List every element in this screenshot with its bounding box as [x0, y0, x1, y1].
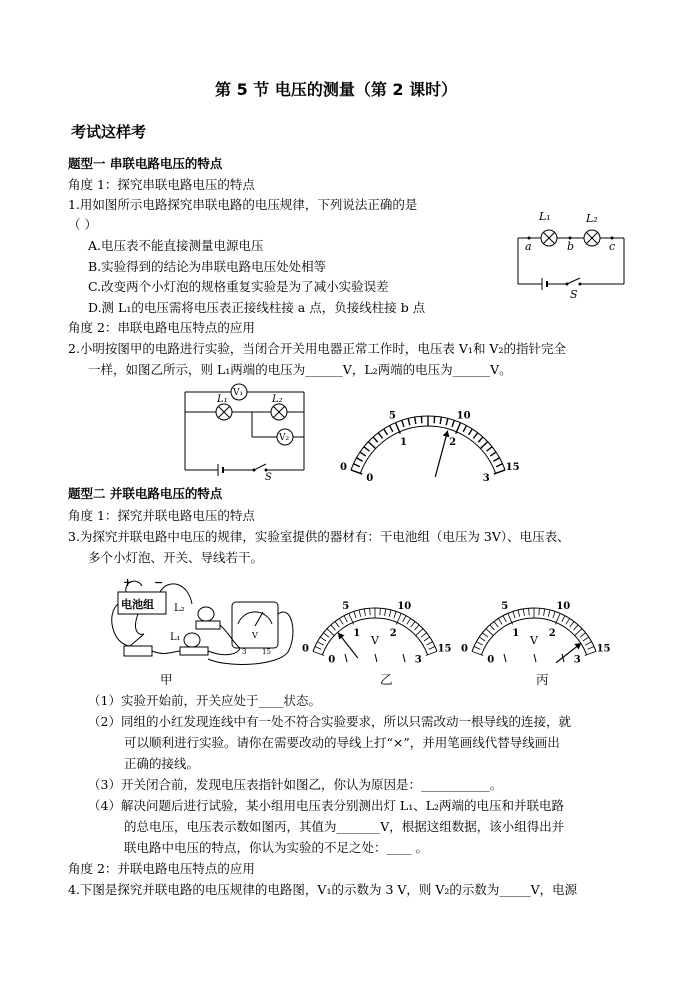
yi-dial-tick: [414, 625, 419, 630]
label-l1: L₁: [217, 394, 228, 405]
yi-dial-tick: [416, 629, 423, 636]
bing-dial-bottom-label: 3: [573, 654, 581, 666]
q2-dial-tick: [368, 442, 375, 449]
q2-dial-tick: [402, 420, 404, 427]
q2-dial-tick: [473, 433, 477, 439]
yi-dial-tick: [331, 625, 336, 630]
q3-sub2-line3: 正确的接线。: [124, 756, 200, 771]
q2-dial-tick: [468, 429, 472, 435]
yi-dial-tick: [335, 622, 339, 628]
bing-dial-tick: [562, 616, 565, 622]
type1-heading: 题型一 串联电路电压的特点: [68, 156, 223, 171]
q2-dial-tick: [364, 447, 369, 451]
bing-dial-tick: [553, 611, 555, 618]
q2-dial-tick: [493, 458, 499, 461]
bing-dial-top-label: 15: [596, 643, 611, 655]
caption-jia: 甲: [160, 672, 173, 687]
q2-dial-tick: [384, 429, 388, 435]
label-a: a: [525, 240, 532, 253]
yi-dial-tick: [424, 637, 430, 641]
q2-dial-tick: [360, 452, 366, 456]
switch-icon: [254, 464, 266, 470]
q2-dial-bottom-label: 3: [482, 472, 490, 484]
bing-dial-tick: [570, 622, 574, 628]
switch-icon: [567, 278, 580, 284]
yi-dial-unit-label: V: [371, 634, 379, 647]
bing-dial-tick: [482, 633, 487, 637]
bing-dial-bottom-label: 0: [487, 654, 495, 666]
q1-stem: 1.用如图所示电路探究串联电路的电压规律，下列说法正确的是: [68, 197, 418, 212]
bing-dial-tick: [490, 625, 495, 630]
type2-angle2: 角度 2：并联电路电压特点的应用: [68, 861, 255, 876]
yi-dial-bottom-label: 2: [389, 627, 397, 639]
yi-dial-tick: [354, 611, 356, 618]
bing-dial-tick: [588, 646, 594, 649]
caption-bing: 丙: [536, 672, 549, 687]
yi-dial-tick: [320, 637, 326, 641]
q2-voltmeter-dial: [339, 390, 520, 484]
q2-dial-tick: [421, 416, 422, 423]
yi-dial-bottom-label: 1: [353, 627, 361, 639]
q3-sub3: （3）开关闭合前，发现电压表指针如图乙，你认为原因是：___________。: [88, 777, 503, 792]
q3-dial-yi: [301, 576, 452, 668]
yi-dial-tick: [317, 642, 323, 645]
q2-line2: 一样，如图乙所示，则 L₁两端的电压为______V，L₂两端的电压为______V。: [88, 362, 512, 377]
q2-dial-top-label: 5: [388, 410, 396, 422]
yi-dial-tick: [385, 609, 386, 616]
q2-dial-tick: [408, 418, 410, 425]
type1-angle2: 角度 2：串联电路电压特点的应用: [68, 320, 255, 335]
q2-dial-bottom-label: 0: [366, 472, 374, 484]
terminal-stub: [345, 654, 347, 662]
q2-dial-bottom-label: 2: [449, 437, 457, 449]
bing-dial-tick: [518, 610, 520, 617]
label-v2: V₂: [279, 433, 290, 443]
q2-dial-tick: [378, 433, 382, 439]
q2-dial-tick: [496, 464, 502, 467]
section-heading: 考试这样考: [71, 123, 147, 141]
q1-option-c: C.改变两个小灯泡的规格重复实验是为了减小实验误差: [88, 279, 389, 294]
bing-dial-tick: [503, 616, 506, 622]
q2-dial-needle: [435, 431, 447, 477]
bing-dial-tick: [580, 633, 585, 637]
q3-sub2-line1: （2）同组的小红发现连线中有一处不符合实验要求，所以只需改动一根导线的连接，就: [88, 714, 571, 729]
q2-dial-tick: [390, 426, 393, 432]
q3-sub4-line3: 联电路中电压的特点，你认为实验的不足之处：____ 。: [124, 840, 428, 855]
yi-dial-tick: [323, 633, 328, 637]
q2-dial-tick: [357, 458, 363, 461]
q2-dial-tick: [452, 420, 454, 427]
yi-dial-tick: [380, 608, 381, 615]
q4-line1: 4.下图是探究并联电路的电压规律的电路图，V₁的示数为 3 V，则 V₂的示数为_____V，电源: [68, 882, 578, 897]
yi-dial-tick: [327, 629, 334, 636]
bing-dial-tick: [573, 625, 578, 630]
label-l1: L₁: [539, 210, 551, 223]
q1-option-b: B.实验得到的结论为串联电路电压处处相等: [88, 259, 327, 274]
q1-option-a: A.电压表不能直接测量电源电压: [88, 238, 264, 253]
bing-dial-tick: [548, 610, 550, 617]
bing-dial-top-label: 0: [460, 643, 468, 655]
q2-dial-tick: [434, 416, 435, 423]
q2-dial-tick: [440, 417, 441, 424]
bing-dial-unit-label: V: [530, 634, 538, 647]
bing-dial-bottom-label: 2: [548, 627, 556, 639]
q3-apparatus-figure: [108, 574, 300, 670]
caption-yi: 乙: [380, 672, 393, 687]
terminal-stub: [375, 654, 377, 662]
bing-dial-tick: [494, 622, 498, 628]
bing-dial-tick: [476, 642, 482, 645]
yi-dial-tick: [421, 633, 426, 637]
label-b: b: [567, 240, 575, 253]
switch-lever-icon: [130, 634, 144, 646]
bing-dial-tick: [575, 629, 582, 636]
q2-dial-tick: [480, 442, 487, 449]
yi-dial-tick: [389, 610, 391, 617]
yi-dial-tick: [344, 616, 347, 622]
yi-dial-tick: [407, 618, 411, 624]
q3-sub4-line2: 的总电压，电压表示数如图丙，其值为_______V，根据这组数据，该小组得出并: [124, 819, 565, 834]
voltmeter-v-label: V: [252, 631, 258, 640]
yi-dial-tick: [370, 608, 371, 615]
label-l2: L₂: [586, 212, 598, 225]
bing-dial-tick: [474, 646, 480, 649]
q1-series-circuit: [512, 206, 630, 300]
minus-label: −: [154, 576, 164, 589]
lamp-l2-icon: [198, 607, 214, 621]
battery-label: 电池组: [121, 598, 154, 611]
q3-line2: 多个小灯泡、开关、导线若干。: [88, 550, 264, 565]
bing-dial-tick: [585, 642, 591, 645]
terminal-stub: [403, 654, 405, 662]
q2-dial-tick: [446, 418, 448, 425]
q2-circuit: [180, 382, 310, 483]
q2-dial-tick: [478, 437, 483, 442]
q3-dial-bing: [462, 576, 612, 668]
yi-dial-top-label: 15: [437, 643, 452, 655]
bing-dial-tick: [539, 608, 540, 615]
yi-dial-tick: [394, 611, 396, 618]
yi-dial-top-label: 5: [342, 601, 350, 613]
q2-dial-inner-arc: [360, 426, 495, 473]
yi-dial-tick: [339, 618, 343, 624]
yi-dial-top-label: 10: [397, 601, 412, 613]
yi-dial-tick: [403, 616, 406, 622]
switch-base-icon: [124, 646, 152, 656]
yi-dial-tick: [359, 610, 361, 617]
bing-dial-tick: [583, 637, 589, 641]
bing-dial-needle-head: [574, 643, 581, 649]
type2-heading: 题型二 并联电路电压的特点: [68, 486, 223, 501]
q2-dial-tick: [487, 447, 492, 451]
bing-dial-tick: [486, 629, 493, 636]
lamp-l1-icon: [184, 633, 200, 647]
bing-dial-tick: [523, 609, 524, 616]
bing-dial-top-label: 5: [501, 601, 509, 613]
q2-line1: 2.小明按图甲的电路进行实验，当闭合开关用电器正常工作时，电压表 V₁和 V₂的指针完全: [68, 341, 566, 356]
q3-sub4-line1: （4）解决问题后进行试验，某小组用电压表分别测出灯 L₁、L₂两端的电压和并联电路: [88, 798, 565, 813]
q3-sub1: （1）实验开始前，开关应处于____状态。: [88, 693, 321, 708]
label-v1: V₁: [233, 388, 244, 398]
yi-dial-bottom-label: 0: [328, 654, 336, 666]
q2-dial-top-label: 15: [505, 462, 520, 474]
bing-dial-tick: [498, 618, 502, 624]
terminal-3-label: 3: [242, 648, 247, 656]
q2-dial-top-label: 0: [339, 462, 347, 474]
q3-sub2-line2: 可以顺利进行实验。请你在需要改动的导线上打“×”，并用笔画线代替导线画出: [124, 735, 560, 750]
terminal-15-label: 15: [262, 648, 271, 656]
bing-dial-top-label: 10: [556, 601, 571, 613]
type2-angle1: 角度 1：探究并联电路电压的特点: [68, 508, 255, 523]
label-s: S: [570, 288, 578, 301]
q2-dial-needle-head: [443, 431, 450, 438]
q2-dial-tick: [373, 437, 378, 442]
lamp-l1-label: L₁: [170, 632, 181, 643]
yi-dial-tick: [315, 646, 321, 649]
q2-dial-top-label: 10: [456, 410, 471, 422]
terminal-stub: [504, 654, 506, 662]
q1-option-d: D.测 L₁的电压需将电压表正接线柱接 a 点，负接线柱接 b 点: [88, 300, 426, 315]
type1-angle1: 角度 1：探究串联电路电压的特点: [68, 177, 255, 192]
yi-dial-tick: [429, 646, 435, 649]
page-title: 第 5 节 电压的测量（第 2 课时）: [215, 80, 458, 99]
yi-dial-bottom-label: 3: [414, 654, 422, 666]
bing-dial-tick: [566, 618, 570, 624]
lamp-l2-label: L₂: [174, 603, 185, 614]
q1-bracket: （ ）: [68, 217, 97, 232]
q2-dial-bottom-label: 1: [399, 437, 407, 449]
label-s: S: [265, 472, 272, 483]
q2-dial-tick: [415, 417, 416, 424]
q2-dial-tick: [490, 452, 496, 456]
q3-line1: 3.为探究并联电路中电压的规律，实验室提供的器材有：干电池组（电压为 3V）、电压表、: [68, 529, 570, 544]
bing-dial-bottom-label: 1: [512, 627, 520, 639]
q2-dial-tick: [463, 426, 466, 432]
bing-dial-tick: [544, 609, 545, 616]
yi-dial-needle-head: [338, 633, 344, 640]
plus-label: +: [123, 576, 133, 589]
bing-dial-tick: [529, 608, 530, 615]
label-c: c: [609, 240, 616, 253]
yi-dial-tick: [364, 609, 365, 616]
label-l2: L₂: [272, 394, 283, 405]
yi-dial-tick: [411, 622, 415, 628]
yi-dial-tick: [426, 642, 432, 645]
yi-dial-top-label: 0: [301, 643, 309, 655]
bing-dial-tick: [479, 637, 485, 641]
bing-dial-tick: [513, 611, 515, 618]
q2-dial-tick: [353, 464, 359, 467]
terminal-stub: [534, 654, 536, 662]
